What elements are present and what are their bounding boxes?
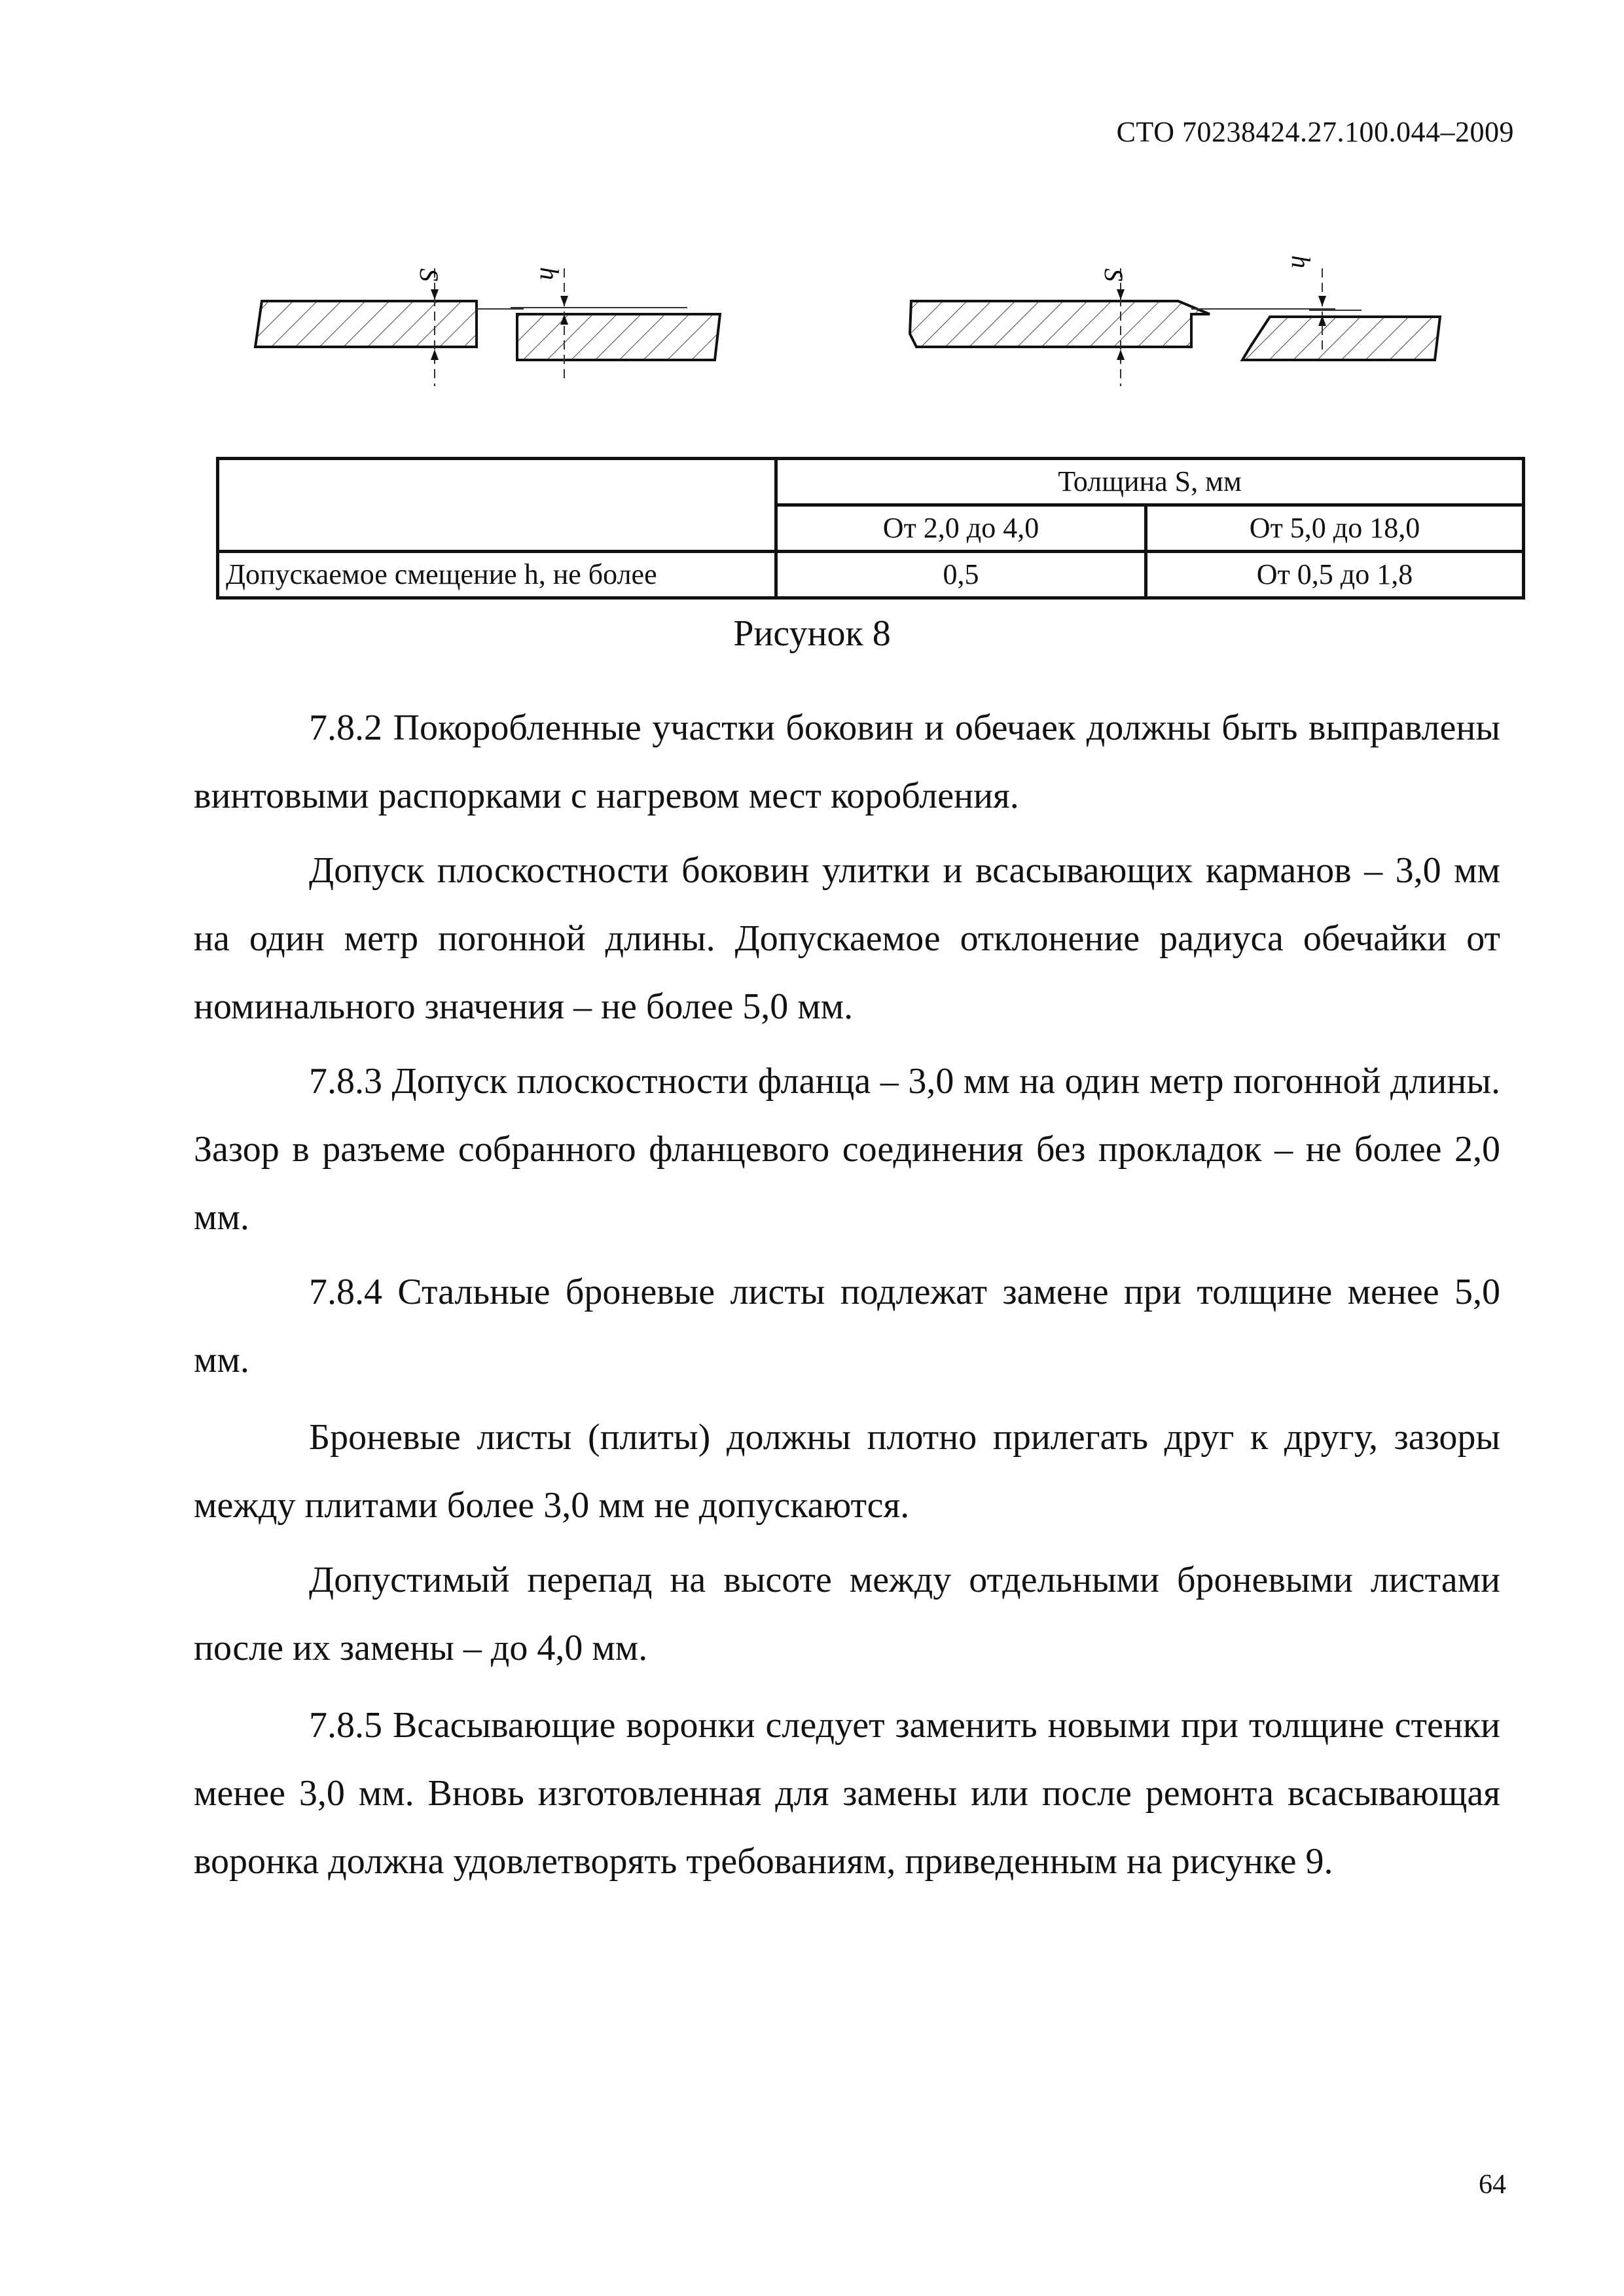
table-empty-corner [218, 459, 776, 552]
right-joint-diagram [910, 255, 1440, 386]
figure-caption: Рисунок 8 [733, 613, 891, 654]
paragraph-7-8-5: 7.8.5 Всасывающие воронки следует заменить новыми при толщине стенки менее 3,0 мм. Вновь изготовленная для замены или после ремонта всасывающая воронка должна удовлетворять требованиям, приведенным на рисунке 9. [194, 1705, 1500, 1882]
page-number: 64 [1479, 2170, 1506, 2200]
table-row-label: Допускаемое смещение h, не более [218, 552, 776, 598]
label-h-left: h [535, 267, 564, 280]
figure-8-drawing [249, 249, 1460, 439]
paragraph-armor-plates: Броневые листы (плиты) должны плотно прилегать друг к другу, зазоры между плитами более 3,0 мм не допускаются. [194, 1417, 1500, 1526]
paragraph-height-difference: Допустимый перепад на высоте между отдельными броневыми листами после их замены – до 4,0 мм. [194, 1560, 1500, 1668]
left-joint-diagram [255, 267, 720, 386]
paragraph-7-8-4: 7.8.4 Стальные броневые листы подлежат замене при толщине менее 5,0 мм. [194, 1272, 1500, 1380]
paragraph-flatness: Допуск плоскостности боковин улитки и всасывающих карманов – 3,0 мм на один метр погонной длины. Допускаемое отклонение радиуса обечайки от номинального значения – не более 5,0 мм. [194, 850, 1500, 1027]
table-header-thickness: Толщина S, мм [776, 459, 1524, 505]
offset-table [216, 457, 1525, 600]
table-value-2: От 0,5 до 1,8 [1146, 552, 1524, 598]
table-col-2-4: От 2,0 до 4,0 [776, 505, 1146, 552]
document-code: СТО 70238424.27.100.044–2009 [1116, 116, 1514, 148]
label-h-right: h [1286, 255, 1316, 268]
paragraph-7-8-2: 7.8.2 Покоробленные участки боковин и обечаек должны быть выправлены винтовыми распорками с нагревом мест коробления. [194, 708, 1500, 816]
label-s-left: S [414, 268, 444, 281]
paragraph-7-8-3: 7.8.3 Допуск плоскостности фланца – 3,0 мм на один метр погонной длины. Зазор в разъеме собранного фланцевого соединения без прокладок – не более 2,0 мм. [194, 1061, 1500, 1238]
table-value-1: 0,5 [776, 552, 1146, 598]
table-col-5-18: От 5,0 до 18,0 [1146, 505, 1524, 552]
label-s-right: S [1099, 268, 1128, 281]
